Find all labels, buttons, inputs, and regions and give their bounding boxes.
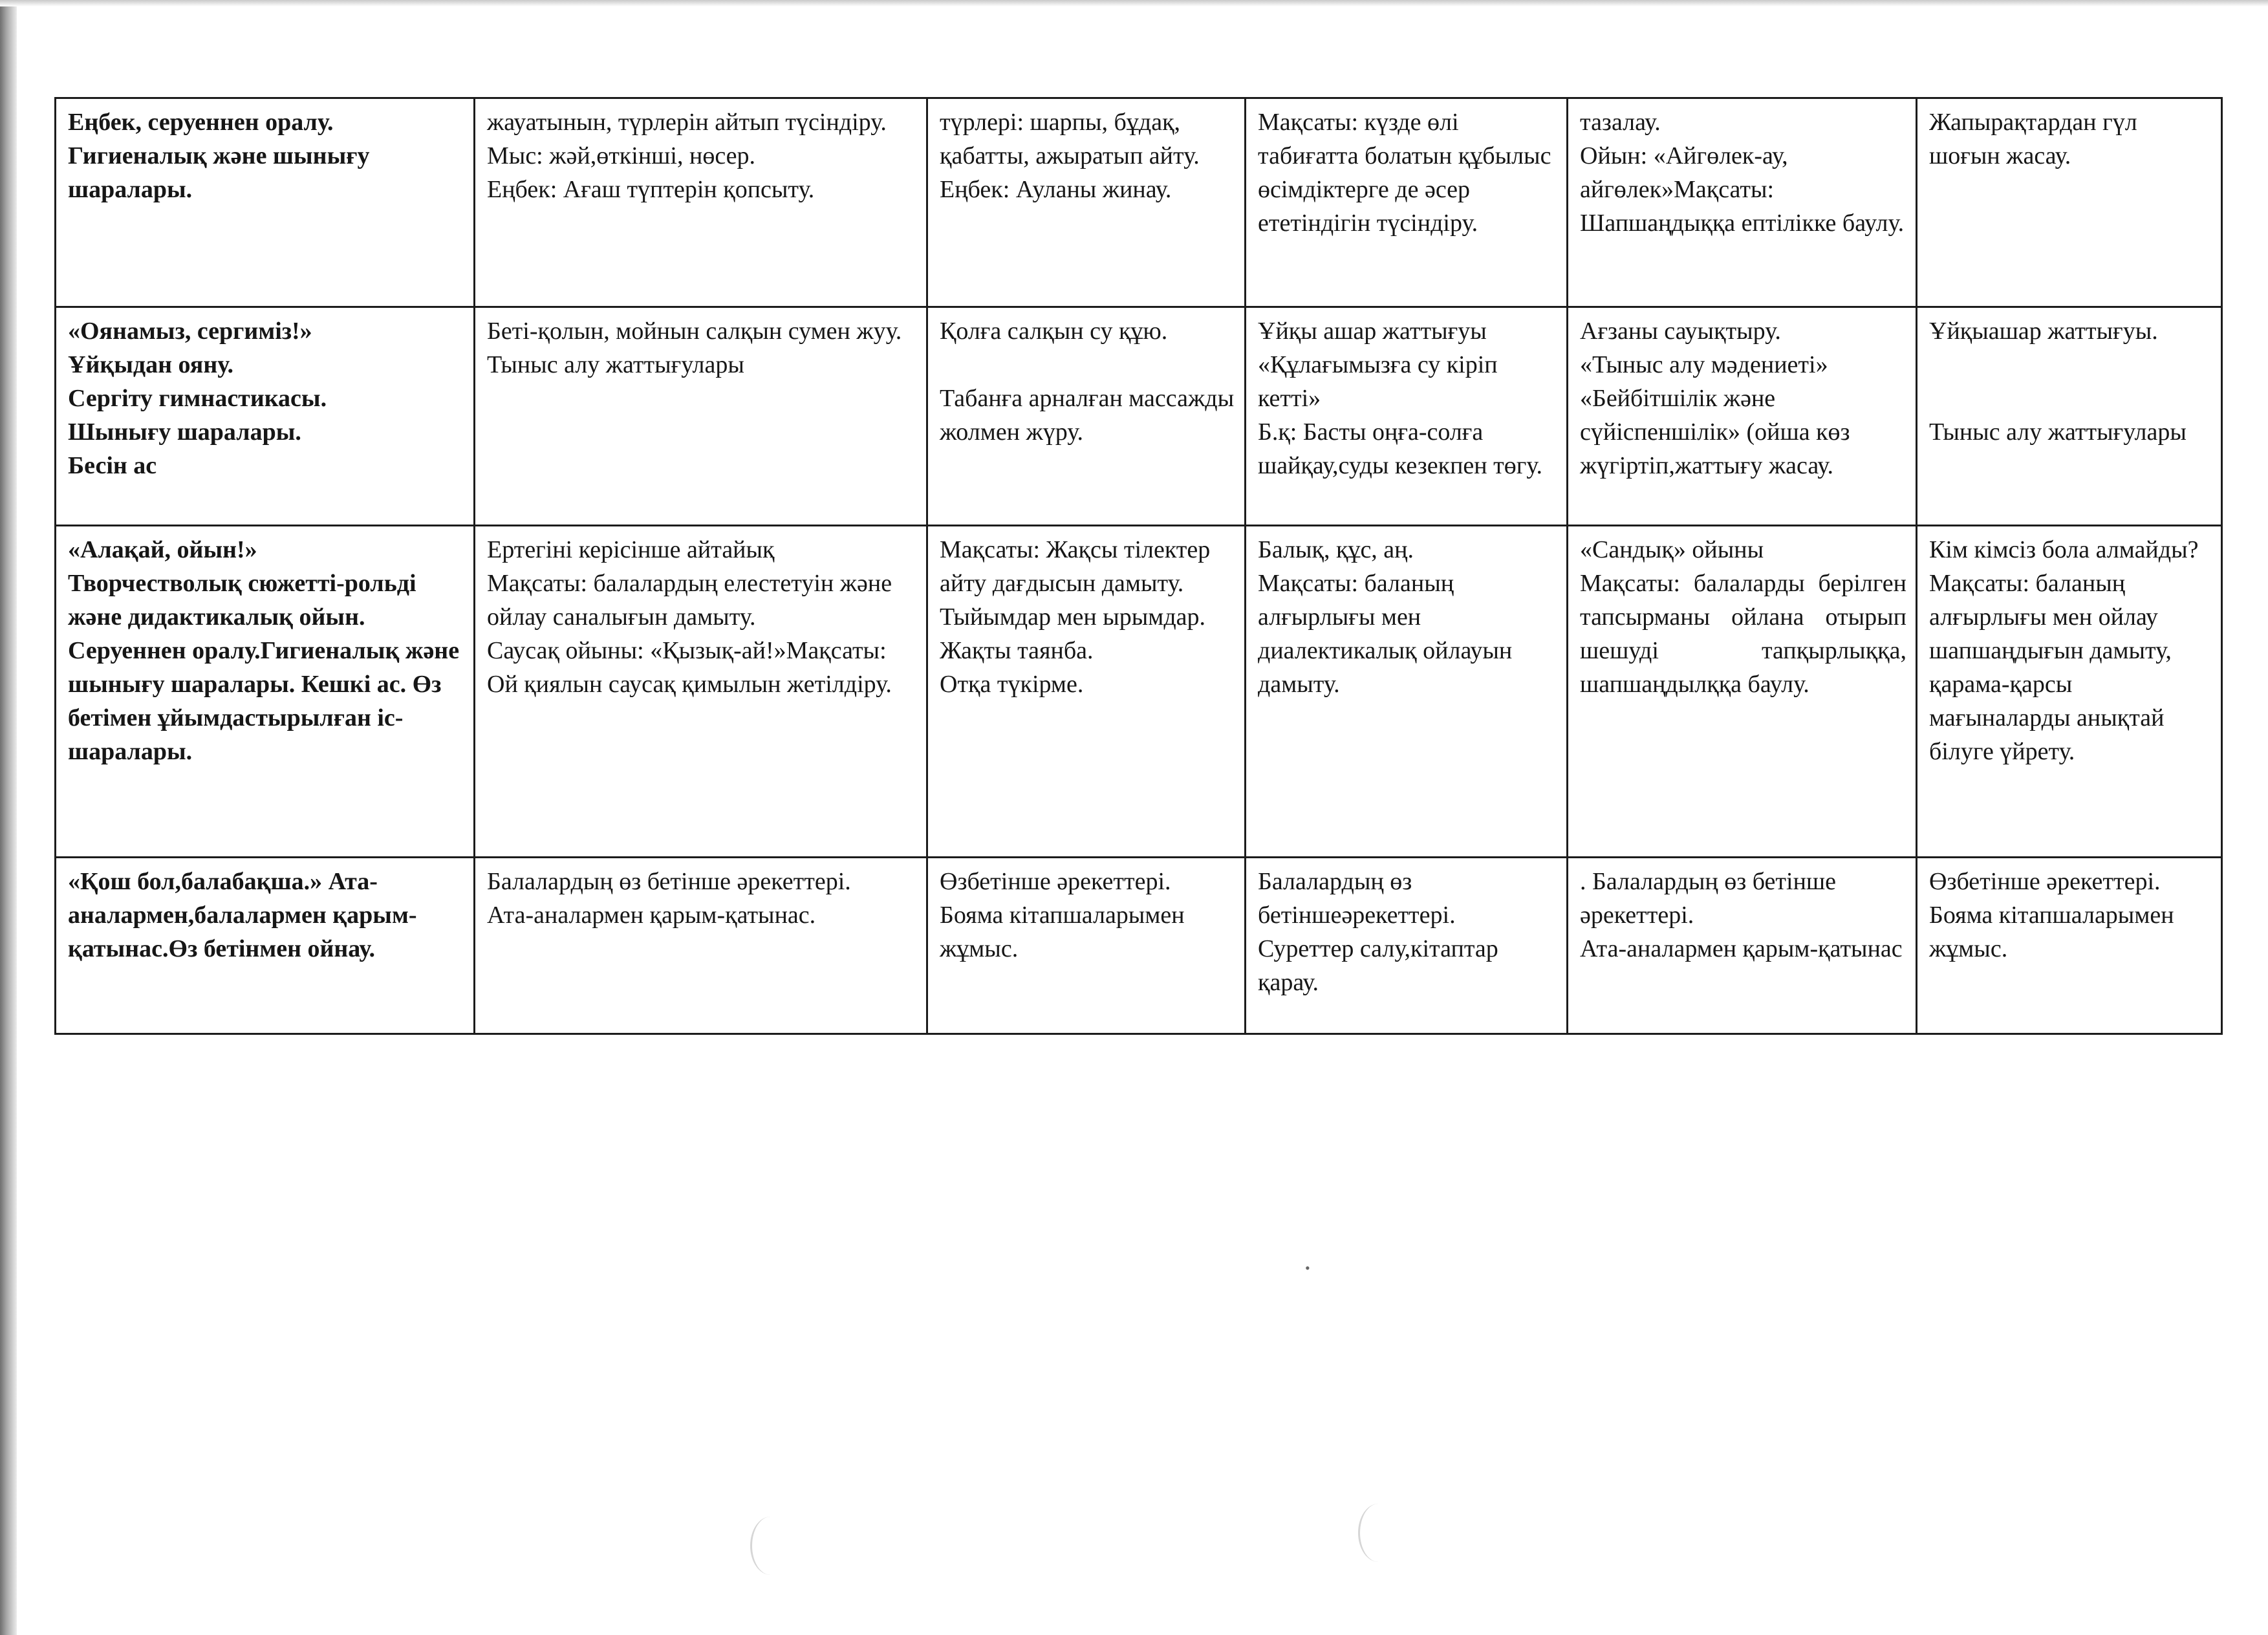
day-cell: Өзбетінше әрекеттері. Бояма кітапшаларымен жұмыс. xyxy=(927,858,1246,1034)
day-cell: жауатынын, түрлерін айтып түсіндіру. Мыс: жәй,өткінші, нөсер. Еңбек: Ағаш түптерін қопсыту. xyxy=(475,98,927,307)
day-cell: Балалардың өз бетінше әрекеттері. Ата-аналармен қарым-қатынас. xyxy=(475,858,927,1034)
day-cell: Кім кімсіз бола алмайды? Мақсаты: баланың алғырлығы мен ойлау шапшаңдығын дамыту, қарама-қарсы мағыналарды анықтай білуге үйрету. xyxy=(1917,526,2222,858)
table-row xyxy=(56,858,2222,1034)
day-cell: Ұйқы ашар жаттығуы «Құлағымызға су кіріп кетті» Б.қ: Басты оңға-солға шайқау,суды кезекпен төгу. xyxy=(1246,307,1568,526)
day-cell: Өзбетінше әрекеттері. Бояма кітапшаларымен жұмыс. xyxy=(1917,858,2222,1034)
day-cell: Қолға салқын су құю. Табанға арналған массажды жолмен жүру. xyxy=(927,307,1246,526)
day-cell: Мақсаты: күзде өлі табиғатта болатын құбылыс өсімдіктерге де әсер ететіндігін түсіндіру. xyxy=(1246,98,1568,307)
day-cell: Ертегіні керісінше айтайық Мақсаты: балалардың елестетуін және ойлау саналығын дамыту. Саусақ ойыны: «Қызық-ай!»Мақсаты: Ой қиялын саусақ қимылын жетілдіру. xyxy=(475,526,927,858)
day-cell: Ағзаны сауықтыру. «Тыныс алу мәдениеті» «Бейбітшілік және сүйіспеншілік» (ойша көз жүгіртіп,жаттығу жасау. xyxy=(1568,307,1917,526)
table-row xyxy=(56,98,2222,307)
day-cell: Балық, құс, аң. Мақсаты: баланың алғырлығы мен диалектикалық ойлауын дамыту. xyxy=(1246,526,1568,858)
day-cell: «Сандық» ойыны Мақсаты: балаларды берілген тапсырманы ойлана отырып шешуді тапқырлыққа, шапшаңдылққа баулу. xyxy=(1568,526,1917,858)
activity-cell: «Оянамыз, сергиміз!» Ұйқыдан ояну. Сергіту гимнастикасы. Шынығу шаралары. Бесін ас xyxy=(56,307,475,526)
scan-speck: • xyxy=(1305,1260,1310,1276)
day-cell: Жапырақтардан гүл шоғын жасау. xyxy=(1917,98,2222,307)
scan-shadow-left xyxy=(0,0,17,1635)
activity-cell: Еңбек, серуеннен оралу. Гигиеналық және шынығу шаралары. xyxy=(56,98,475,307)
day-cell: . Балалардың өз бетінше әрекеттері. Ата-аналармен қарым-қатынас xyxy=(1568,858,1917,1034)
punch-hole-mark xyxy=(750,1517,791,1575)
day-cell: Мақсаты: Жақсы тілектер айту дағдысын дамыту. Тыйымдар мен ырымдар. Жақты таянба. Отқа түкірме. xyxy=(927,526,1246,858)
activity-cell: «Алақай, ойын!» Творчестволық сюжетті-рольді және дидактикалық ойын. Серуеннен оралу.Гигиеналық және шынығу шаралары. Кешкі ас. Өз бетімен ұйымдастырылған іс-шаралары. xyxy=(56,526,475,858)
scan-shadow-top xyxy=(0,0,2268,6)
day-cell: тазалау. Ойын: «Айгөлек-ау, айгөлек»Мақсаты: Шапшаңдыққа ептілікке баулу. xyxy=(1568,98,1917,307)
table-row xyxy=(56,307,2222,526)
table-row xyxy=(56,526,2222,858)
day-cell: Ұйқыашар жаттығуы. Тыныс алу жаттығулары xyxy=(1917,307,2222,526)
day-cell: түрлері: шарпы, бұдақ, қабатты, ажыратып айту. Еңбек: Ауланы жинау. xyxy=(927,98,1246,307)
activity-cell: «Қош бол,балабақша.» Ата-аналармен,балалармен қарым-қатынас.Өз бетінмен ойнау. xyxy=(56,858,475,1034)
day-cell: Беті-қолын, мойнын салқын сумен жуу. Тыныс алу жаттығулары xyxy=(475,307,927,526)
daily-schedule-table xyxy=(54,97,2223,1035)
punch-hole-mark xyxy=(1358,1504,1399,1562)
day-cell: Балалардың өз бетіншеәрекеттері. Суреттер салу,кітаптар қарау. xyxy=(1246,858,1568,1034)
